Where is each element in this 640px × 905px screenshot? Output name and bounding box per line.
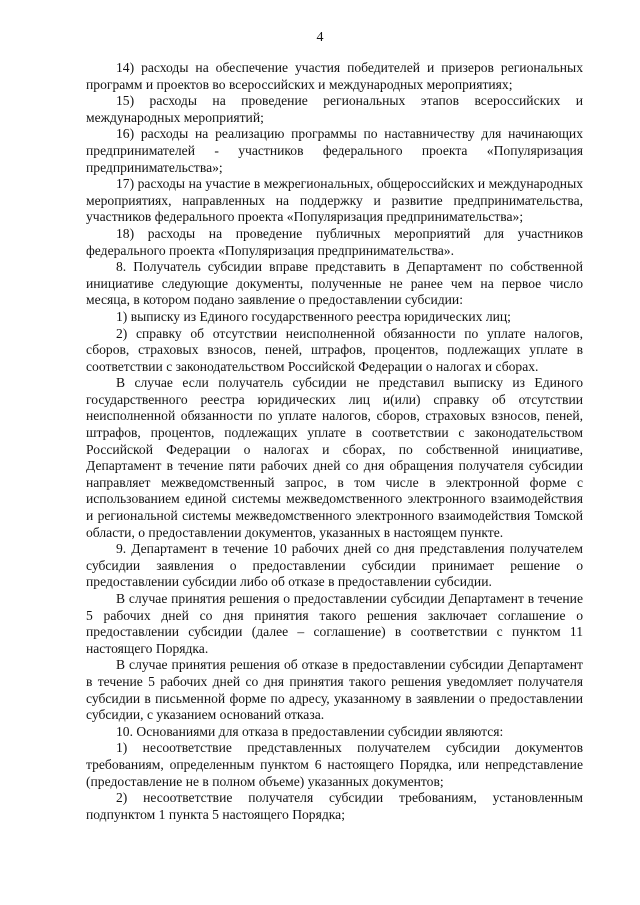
- document-body: [86, 60, 583, 823]
- paragraph-clause-8-request: В случае если получатель субсидии не представил выписку из Единого государственного реестра юридических лиц и(или) справку об отсутствии неисполненной обязанности по уплате налогов, сборов, страховых взносов, пеней, штрафов, процентов, подлежащих уплате в соответствии с законодательством Российской Федерации о налогах и сборах, по собственной инициативе, Департамент в течение пяти рабочих дней со дня обращения получателя субсидии направляет межведомственный запрос, в том числе в электронной форме с использованием единой системы межведомственного электронного взаимодействия и региональной системы межведомственного электронного взаимодействия Томской области, о предоставлении документов, указанных в настоящем пункте.: [86, 375, 583, 540]
- paragraph-item-14: 14) расходы на обеспечение участия победителей и призеров региональных программ и проектов во всероссийских и международных мероприятиях;: [86, 60, 583, 92]
- paragraph-clause-10-item-2: 2) несоответствие получателя субсидии требованиям, установленным подпунктом 1 пункта 5 настоящего Порядка;: [86, 790, 583, 822]
- paragraph-clause-8-item-2: 2) справку об отсутствии неисполненной обязанности по уплате налогов, сборов, страховых взносов, пеней, штрафов, процентов, подлежащих уплате в соответствии с законодательством Российской Федерации о налогах и сборах.: [86, 325, 583, 374]
- paragraph-clause-8: 8. Получатель субсидии вправе представить в Департамент по собственной инициативе следующие документы, полученные не ранее чем на первое число месяца, в котором подано заявление о предоставлении субсидии:: [86, 259, 583, 308]
- paragraph-clause-9-approval: В случае принятия решения о предоставлении субсидии Департамент в течение 5 рабочих дней со дня принятия такого решения заключает соглашение о предоставлении субсидии (далее – соглашение) в соответствии с пунктом 11 настоящего Порядка.: [86, 591, 583, 656]
- page-number: 4: [316, 30, 324, 45]
- paragraph-clause-8-item-1: 1) выписку из Единого государственного реестра юридических лиц;: [116, 308, 511, 324]
- paragraph-clause-9-refusal: В случае принятия решения об отказе в предоставлении субсидии Департамент в течение 5 рабочих дней со дня принятия такого решения уведомляет получателя субсидии в письменной форме по адресу, указанному в заявлении о предоставлении субсидии, с указанием оснований отказа.: [86, 657, 583, 723]
- paragraph-item-17: 17) расходы на участие в межрегиональных, общероссийских и международных мероприятиях, направленных на поддержку и развитие предпринимательства, участников федерального проекта «Популяризация предпринимательства»;: [86, 176, 583, 225]
- paragraph-clause-10-item-1: 1) несоответствие представленных получателем субсидии документов требованиям, определенным пунктом 6 настоящего Порядка, или непредставление (предоставление не в полном объеме) указанных документов;: [86, 740, 583, 789]
- paragraph-item-16: 16) расходы на реализацию программы по наставничеству для начинающих предпринимателей - участников федерального проекта «Популяризация предпринимательства»;: [86, 126, 583, 175]
- paragraph-clause-9: 9. Департамент в течение 10 рабочих дней со дня представления получателем субсидии заявления о предоставлении субсидии принимает решение о предоставлении субсидии либо об отказе в предоставлении субсидии.: [86, 541, 583, 590]
- paragraph-clause-10: 10. Основаниями для отказа в предоставлении субсидии являются:: [116, 723, 504, 739]
- paragraph-item-15: 15) расходы на проведение региональных этапов всероссийских и международных мероприятий;: [86, 93, 583, 125]
- paragraph-item-18: 18) расходы на проведение публичных мероприятий для участников федерального проекта «Популяризация предпринимательства».: [86, 225, 583, 258]
